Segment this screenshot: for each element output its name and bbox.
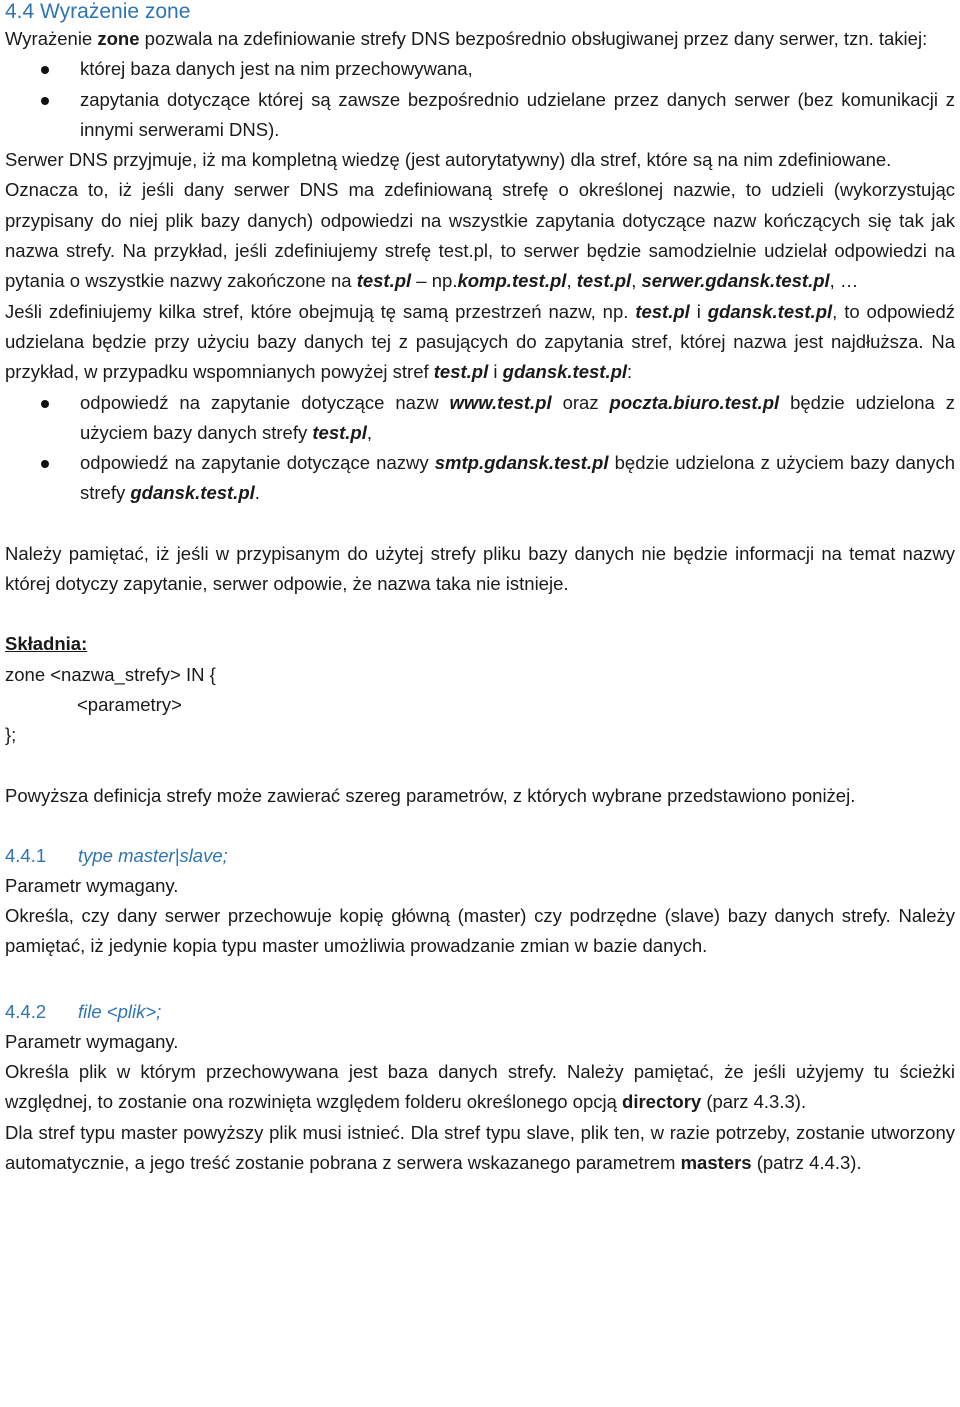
paragraph-file-2 <box>5 1118 955 1179</box>
list-item-text: której baza danych jest na nim przechowywana, <box>80 58 473 80</box>
domain-name: smtp.gdansk.test.pl <box>434 452 609 474</box>
subsection-title: type master|slave; <box>78 844 228 866</box>
bullet-icon <box>41 97 49 105</box>
keyword-directory: directory <box>622 1091 702 1113</box>
text: będzie udzielona z użyciem bazy danych strefy <box>80 391 955 443</box>
domain-name: serwer.gdansk.test.pl <box>641 270 830 292</box>
text: , <box>566 270 577 292</box>
paragraph-not-exist: Należy pamiętać, iż jeśli w przypisanym do użytej strefy pliku bazy danych nie będzie informacji na temat nazwy której dotyczy zapytanie, serwer odpowie, że nazwa taka nie istnieje. <box>5 542 955 595</box>
list-item <box>5 85 955 146</box>
domain-name: test.pl <box>433 361 489 383</box>
text: i <box>689 300 708 322</box>
domain-name: gdansk.test.pl <box>130 482 255 504</box>
text: będzie udzielona z użyciem bazy danych strefy <box>80 452 955 504</box>
paragraph-overlapping-zones <box>5 297 955 388</box>
subsection-number: 4.4.2 <box>5 1000 47 1022</box>
required-note: Parametr wymagany. <box>5 1030 179 1052</box>
intro-paragraph <box>5 24 955 54</box>
text: . <box>254 482 260 504</box>
domain-name: komp.test.pl <box>457 270 567 292</box>
text: – np. <box>411 270 458 292</box>
text: Jeśli zdefiniujemy kilka stref, które obejmują tę samą przestrzeń nazw, np. <box>5 300 636 322</box>
text: odpowiedź na zapytanie dotyczące nazwy <box>80 452 435 474</box>
spacer <box>5 811 955 841</box>
text: , to odpowiedź udzielana będzie przy użyciu bazy danych tej z pasujących do zapytania stref, której nazwa jest najdłuższa. Na przykład, w przypadku wspomnianych powyżej stref <box>5 300 955 383</box>
text: (parz 4.3.3). <box>701 1091 807 1113</box>
keyword-zone: zone <box>97 28 140 49</box>
domain-name: test.pl <box>635 300 690 322</box>
domain-name: gdansk.test.pl <box>707 300 833 322</box>
text: (patrz 4.4.3). <box>751 1151 862 1173</box>
text: , <box>631 270 642 292</box>
domain-name: test.pl <box>356 270 412 292</box>
bullet-icon <box>41 460 49 468</box>
syntax-line-1: zone <nazwa_strefy> IN { <box>5 663 216 685</box>
domain-name: test.pl <box>312 421 367 443</box>
text: odpowiedź na zapytanie dotyczące nazw <box>80 391 450 413</box>
subsection-heading-file <box>5 997 955 1027</box>
spacer <box>5 962 955 997</box>
list-item <box>5 388 955 449</box>
syntax-line-3: }; <box>5 724 17 746</box>
domain-name: test.pl <box>576 270 632 292</box>
subsection-heading-type <box>5 841 955 871</box>
section-heading: 4.4 Wyrażenie zone <box>5 0 191 23</box>
intro-text: Wyrażenie <box>5 28 98 49</box>
list-item <box>5 448 955 509</box>
bullet-list-1 <box>5 54 955 145</box>
bullet-icon <box>41 400 49 408</box>
text: , … <box>829 270 859 292</box>
text: Oznacza to, iż jeśli dany serwer DNS ma zdefiniowaną strefę o określonej nazwie, to udzieli (wykorzystując przypisany do niej plik bazy danych) odpowiedzi na wszystkie zapytania dotyczące nazw kończących się tak jak nazwa strefy. Na przykład, jeśli zdefiniujemy strefę test.pl, to serwer będzie samodzielnie udzielał odpowiedzi na pytania o wszystkie nazwy zakończone na <box>5 179 955 292</box>
bullet-icon <box>41 66 49 74</box>
paragraph-file-1 <box>5 1057 955 1118</box>
text: oraz <box>551 391 610 413</box>
spacer <box>5 599 955 629</box>
list-item <box>5 54 955 84</box>
domain-name: gdansk.test.pl <box>502 361 628 383</box>
subsection-number: 4.4.1 <box>5 844 47 866</box>
spacer <box>5 509 955 539</box>
domain-name: poczta.biuro.test.pl <box>609 391 780 413</box>
text: , <box>366 421 372 443</box>
paragraph-parameters: Powyższa definicja strefy może zawierać szereg parametrów, z których wybrane przedstawiono poniżej. <box>5 784 856 806</box>
paragraph-example <box>5 175 955 296</box>
intro-text-cont: pozwala na zdefiniowanie strefy DNS bezpośrednio obsługiwanej przez dany serwer, tzn. takiej: <box>139 28 928 49</box>
text: Określa plik w którym przechowywana jest baza danych strefy. Należy pamiętać, że jeśli użyjemy tu ścieżki względnej, to zostanie ona rozwinięta względem folderu określonego opcją <box>5 1061 955 1113</box>
keyword-masters: masters <box>680 1151 752 1173</box>
text: i <box>488 361 503 383</box>
list-item-text: zapytania dotyczące której są zawsze bezpośrednio udzielane przez danych serwer (bez komunikacji z innymi serwerami DNS). <box>80 88 955 140</box>
subsection-title: file <plik>; <box>78 1000 162 1022</box>
syntax-label <box>5 629 955 659</box>
paragraph-authoritative: Serwer DNS przyjmuje, iż ma kompletną wiedzę (jest autorytatywny) dla stref, które są na nim zdefiniowane. <box>5 149 892 171</box>
paragraph-type: Określa, czy dany serwer przechowuje kopię główną (master) czy podrzędne (slave) bazy danych strefy. Należy pamiętać, iż jedynie kopia typu master umożliwia prowadzanie zmian w bazie danych. <box>5 905 955 957</box>
text: : <box>627 361 633 383</box>
domain-name: www.test.pl <box>449 391 552 413</box>
required-note: Parametr wymagany. <box>5 874 179 896</box>
syntax-heading: Składnia: <box>5 633 88 655</box>
text: Dla stref typu master powyższy plik musi istnieć. Dla stref typu slave, plik ten, w razie potrzeby, zostanie utworzony automatycznie, a jego treść zostanie pobrana z serwera wskazanego parametrem <box>5 1121 955 1173</box>
spacer <box>5 751 955 781</box>
bullet-list-2 <box>5 388 955 509</box>
syntax-line-2: <parametry> <box>77 693 182 715</box>
